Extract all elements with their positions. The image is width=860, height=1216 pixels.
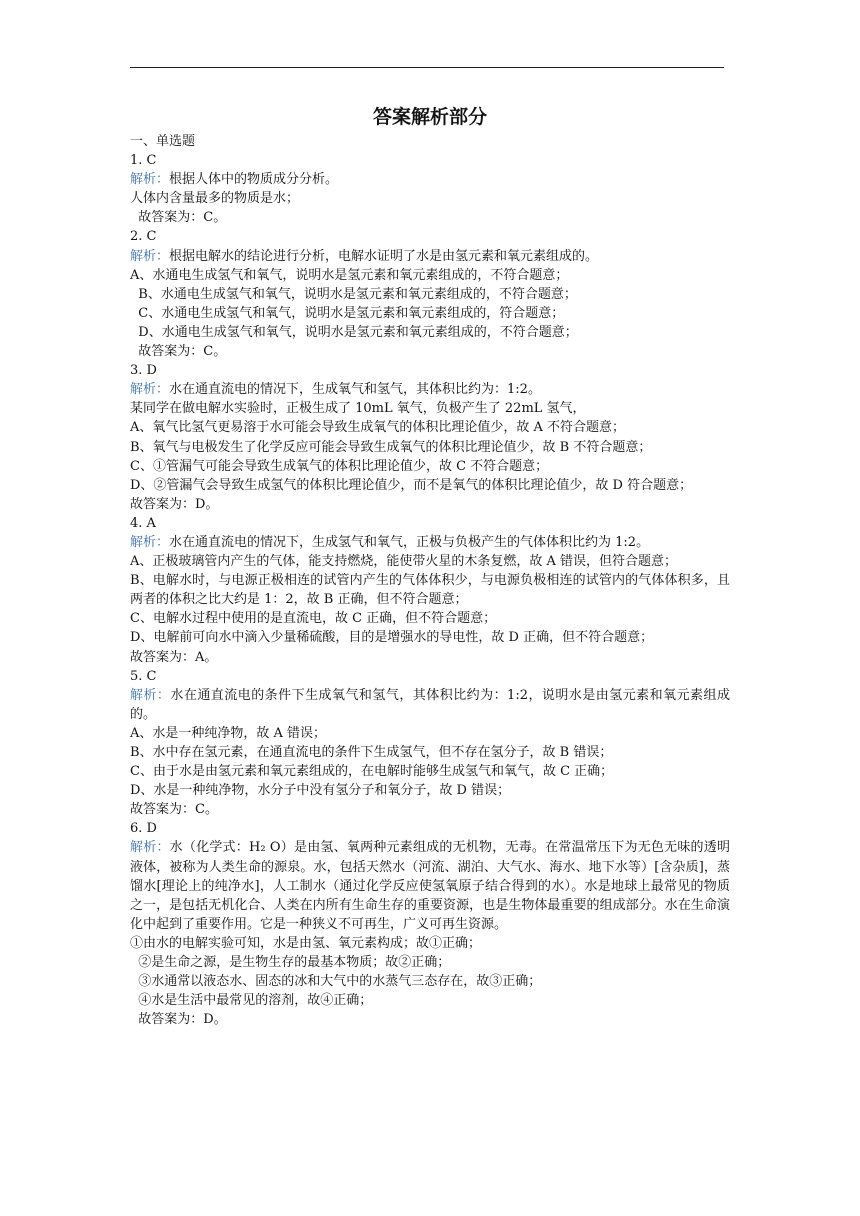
explanation-line: ③水通常以液态水、固态的冰和大气中的水蒸气三态存在，故③正确； [130,974,542,990]
explanation-line: C、水通电生成氢气和氧气，说明水是氢元素和氧元素组成的，符合题意； [130,305,565,321]
explanation-line: ②是生命之源，是生物生存的最基本物质；故②正确； [130,955,451,971]
explanation-line: C、①管漏气可能会导致生成氧气的体积比理论值少，故 C 不符合题意； [130,458,549,474]
explanation-line: A、正极玻璃管内产生的气体，能支持燃烧，能使带火星的木条复燃，故 A 错误，但符合题意； [130,554,678,570]
question-block [130,819,730,1029]
explanation-line: A、水通电生成氢气和氧气，说明水是氢元素和氧元素组成的，不符合题意； [130,267,569,283]
question-number: 5. C [130,668,157,684]
question-block [130,667,730,820]
analysis-label: 解析： [130,172,170,188]
page-title: 答案解析部分 [372,106,487,128]
explanation-line: B、水通电生成氢气和氧气，说明水是氢元素和氧元素组成的，不符合题意； [130,286,577,302]
analysis-label: 解析： [130,840,170,856]
answer-document [130,103,730,1029]
explanation-line: ①由水的电解实验可知，水是由氢、氧元素构成；故①正确； [130,935,482,951]
question-block [130,514,730,667]
explanation-line: 故答案为：C。 [130,802,218,818]
analysis-line [130,686,730,724]
explanation-line: D、水是一种纯净物，水分子中没有氢分子和氧分子，故 D 错误； [130,783,511,799]
explanation-line: 某同学在做电解水实验时，正极生成了 10mL 氧气，负极产生了 22mL 氢气， [130,401,586,417]
answer-content [130,132,730,1029]
analysis-label: 解析： [130,534,170,550]
analysis-label: 解析： [130,382,170,398]
explanation-line: ④水是生活中最常见的溶剂，故④正确； [130,993,373,1009]
question-number: 4. A [130,515,156,531]
question-number: 3. D [130,363,157,379]
explanation-line: A、水是一种纯净物，故 A 错误； [130,725,327,741]
section-heading: 一、单选题 [130,134,196,149]
analysis-line [130,380,730,399]
analysis-line [130,533,730,552]
question-number: 6. D [130,821,157,837]
analysis-line [130,838,730,933]
analysis-line [130,247,730,266]
analysis-text: 根据人体中的物质成分分析。 [169,172,339,188]
explanation-line: 故答案为：D。 [130,496,219,512]
question-block [130,361,730,514]
analysis-text: 水（化学式：H₂ O）是由氢、氧两种元素组成的无机物，无毒。在常温常压下为无色无味的透明液体，被称为人类生命的源泉。水，包括天然水（河流、湖泊、大气水、海水、地下水等）[含杂质]，蒸馏水[理论上的纯净水]，人工制水（通过化学反应使氢氧原子结合得到的水）。水是地球上最常见的物质之一，是包括无机化合、人类在内所有生命生存的重要资源，也是生物体最重要的组成部分。水在生命演化中起到了重要作用。它是一种狭义不可再生，广义可再生资源。 [130,840,730,932]
explanation-line: D、②管漏气会导致生成氢气的体积比理论值少，而不是氧气的体积比理论值少，故 D 符合题意； [130,477,693,493]
explanation-line: B、电解水时，与电源正极相连的试管内产生的气体体积少，与电源负极相连的试管内的气体体积多，且两者的体积之比大约是 1：2，故 B 正确，但不符合题意； [130,573,730,608]
question-block [130,227,730,361]
header-rule [130,67,724,68]
explanation-line: D、电解前可向水中滴入少量稀硫酸，目的是增强水的导电性，故 D 正确，但不符合题意； [130,630,654,646]
question-number: 1. C [130,153,157,169]
analysis-line [130,170,730,189]
analysis-text: 根据电解水的结论进行分析，电解水证明了水是由氢元素和氧元素组成的。 [169,248,599,264]
explanation-line: 故答案为：C。 [130,344,227,360]
analysis-text: 水在通直流电的情况下，生成氢气和氧气，正极与负极产生的气体体积比约为 1:2。 [169,534,650,550]
explanation-line: B、水中存在氢元素，在通直流电的条件下生成氢气，但不存在氢分子，故 B 错误； [130,745,613,760]
explanation-line: 故答案为：D。 [130,1012,227,1028]
analysis-text: 水在通直流电的情况下，生成氧气和氢气，其体积比约为：1:2。 [169,382,541,398]
explanation-line: C、由于水是由氢元素和氧元素组成的，在电解时能够生成氢气和氧气，故 C 正确； [130,764,614,780]
explanation-line: 人体内含量最多的物质是水； [130,191,300,207]
analysis-label: 解析： [130,248,170,264]
explanation-line: C、电解水过程中使用的是直流电，故 C 正确，但不符合题意； [130,611,497,627]
explanation-line: D、水通电生成氢气和氧气，说明水是氢元素和氧元素组成的，不符合题意； [130,324,578,340]
analysis-label: 解析： [130,687,171,703]
question-number: 2. C [130,229,157,245]
question-block [130,151,730,227]
explanation-line: B、氧气与电极发生了化学反应可能会导致生成氧气的体积比理论值少，故 B 不符合题意； [130,439,652,455]
analysis-text: 水在通直流电的条件下生成氧气和氢气，其体积比约为：1:2，说明水是由氢元素和氧元素组成的。 [130,687,730,722]
explanation-line: 故答案为：C。 [130,210,227,226]
explanation-line: A、氧气比氢气更易溶于水可能会导致生成氧气的体积比理论值少，故 A 不符合题意； [130,420,626,436]
explanation-line: 故答案为：A。 [130,649,218,665]
